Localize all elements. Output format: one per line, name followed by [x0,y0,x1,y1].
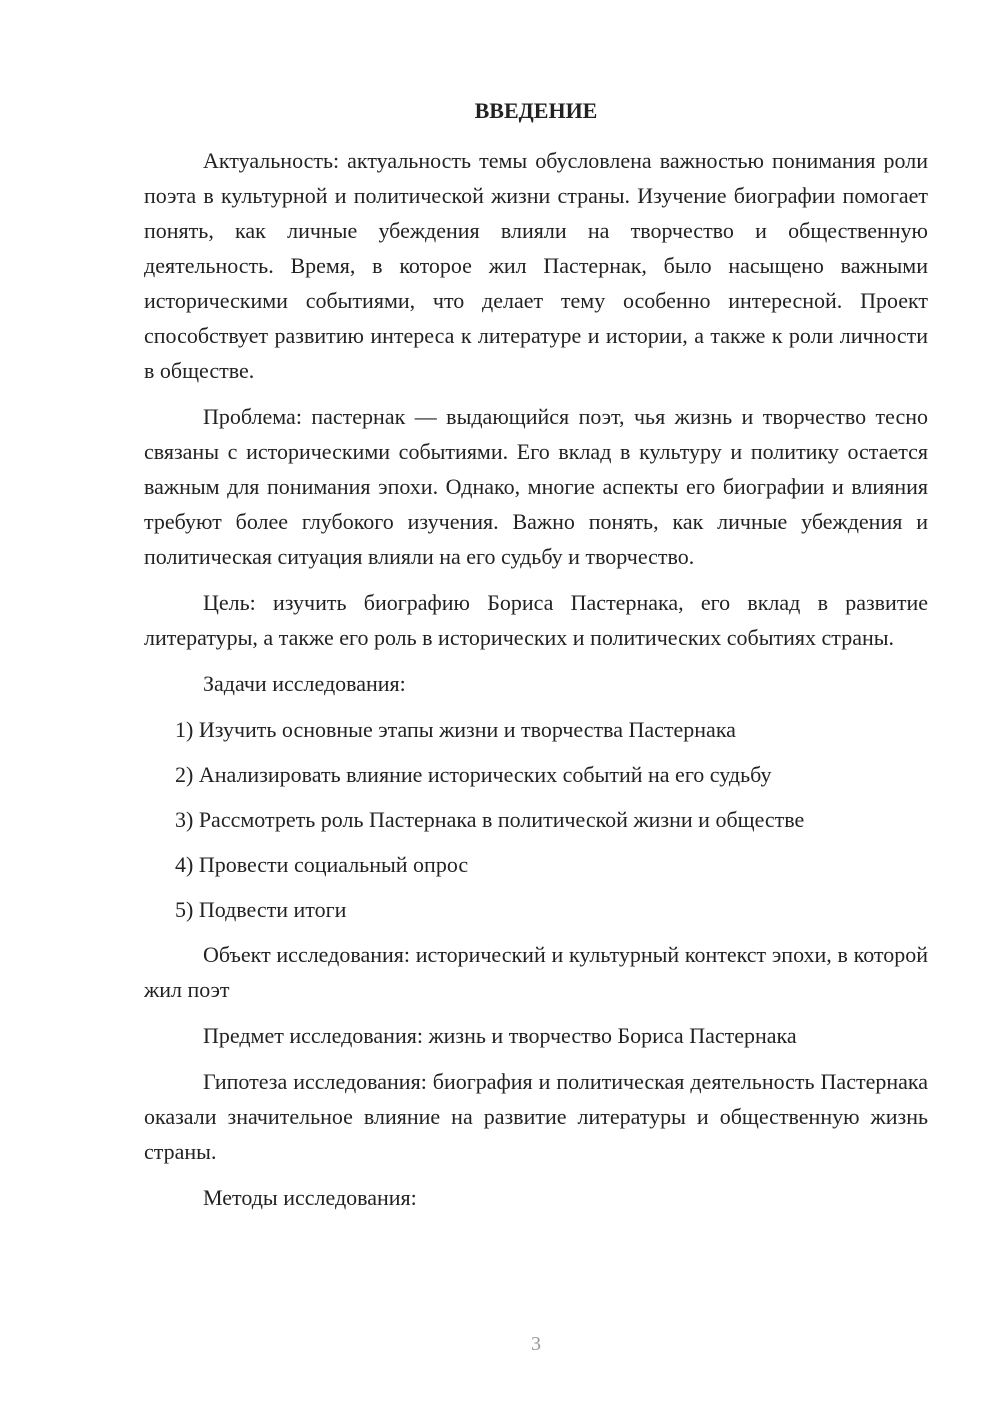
page-number: 3 [531,1333,541,1355]
task-item: 2) Анализировать влияние исторических событий на его судьбу [175,762,772,787]
goal-paragraph: Цель: изучить биографию Бориса Пастернака, его вклад в развитие литературы, а также его роль в исторических и политических событиях страны. [144,590,928,650]
problem-paragraph: Проблема: пастернак — выдающийся поэт, чья жизнь и творчество тесно связаны с историческими событиями. Его вклад в культуру и политику остается важным для понимания эпохи. Однако, многие аспекты его биографии и влияния требуют более глубокого изучения. Важно понять, как личные убеждения и политическая ситуация влияли на его судьбу и творчество. [144,404,928,569]
methods-heading: Методы исследования: [203,1185,417,1210]
task-item: 4) Провести социальный опрос [175,852,469,877]
task-item: 3) Рассмотреть роль Пастернака в политической жизни и обществе [175,807,805,832]
task-item: 5) Подвести итоги [175,897,347,922]
object-paragraph: Объект исследования: исторический и культурный контекст эпохи, в которой жил поэт [144,942,928,1002]
tasks-list [144,712,928,927]
relevance-paragraph: Актуальность: актуальность темы обусловлена важностью понимания роли поэта в культурной и политической жизни страны. Изучение биографии помогает понять, как личные убеждения влияли на творчество и общественную деятельность. Время, в которое жил Пастернак, было насыщено важными историческими событиями, что делает тему особенно интересной. Проект способствует развитию интереса к литературе и истории, а также к роли личности в обществе. [144,148,928,383]
task-item: 1) Изучить основные этапы жизни и творчества Пастернака [175,717,736,742]
tasks-heading: Задачи исследования: [203,671,406,696]
subject-paragraph: Предмет исследования: жизнь и творчество Бориса Пастернака [203,1023,797,1048]
document-page [144,96,928,1226]
section-heading: ВВЕДЕНИЕ [474,98,598,123]
hypothesis-paragraph: Гипотеза исследования: биография и политическая деятельность Пастернака оказали значительное влияние на развитие литературы и общественную жизнь страны. [144,1069,928,1164]
